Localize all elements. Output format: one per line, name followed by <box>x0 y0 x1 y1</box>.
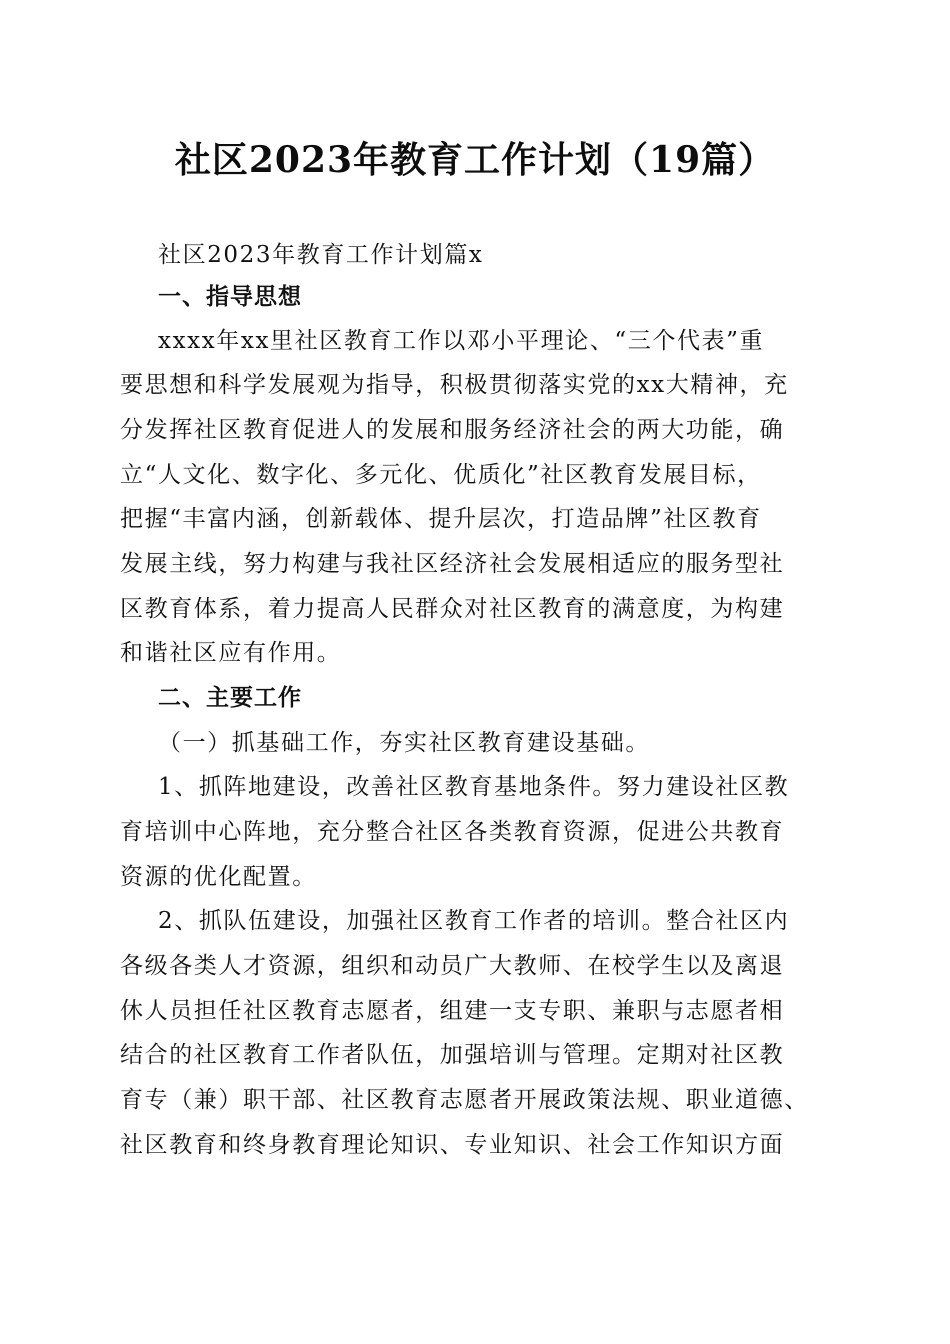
document-title: 社区2023年教育工作计划（19篇） <box>174 139 776 181</box>
paragraph-line: 分发挥社区教育促进人的发展和服务经济社会的两大功能，确 <box>120 417 785 443</box>
section-heading-guiding-ideology: 一、指导思想 <box>158 284 302 310</box>
paragraph-line: 育专（兼）职干部、社区教育志愿者开展政策法规、职业道德、 <box>120 1087 809 1113</box>
paragraph-line: 发展主线，努力构建与我社区经济社会发展相适应的服务型社 <box>120 551 785 577</box>
section-heading-main-work: 二、主要工作 <box>158 685 302 711</box>
paragraph-line: 各级各类人才资源，组织和动员广大教师、在校学生以及离退 <box>120 953 785 979</box>
paragraph-line: 休人员担任社区教育志愿者，组建一支专职、兼职与志愿者相 <box>120 998 785 1024</box>
paragraph-line: 把握“丰富内涵，创新载体、提升层次，打造品牌”社区教育 <box>120 506 762 532</box>
paragraph-line: 育培训中心阵地，充分整合社区各类教育资源，促进公共教育 <box>120 819 785 845</box>
document-subtitle: 社区2023年教育工作计划篇x <box>158 242 484 268</box>
paragraph-line: 社区教育和终身教育理论知识、专业知识、社会工作知识方面 <box>120 1132 785 1158</box>
paragraph-line: xxxx年xx里社区教育工作以邓小平理论、“三个代表”重 <box>158 328 765 354</box>
subsection-heading: （一）抓基础工作，夯实社区教育建设基础。 <box>158 730 650 756</box>
paragraph-line: 2、抓队伍建设，加强社区教育工作者的培训。整合社区内 <box>158 908 790 934</box>
paragraph-line: 要思想和科学发展观为指导，积极贯彻落实党的xx大精神，充 <box>120 372 789 398</box>
paragraph-line: 1、抓阵地建设，改善社区教育基地条件。努力建设社区教 <box>158 774 790 800</box>
paragraph-line: 结合的社区教育工作者队伍，加强培训与管理。定期对社区教 <box>120 1042 785 1068</box>
paragraph-line: 区教育体系，着力提高人民群众对社区教育的满意度，为构建 <box>120 596 785 622</box>
paragraph-line: 资源的优化配置。 <box>120 864 317 890</box>
paragraph-line: 和谐社区应有作用。 <box>120 640 342 666</box>
paragraph-line: 立“人文化、数字化、多元化、优质化”社区教育发展目标， <box>120 462 762 488</box>
